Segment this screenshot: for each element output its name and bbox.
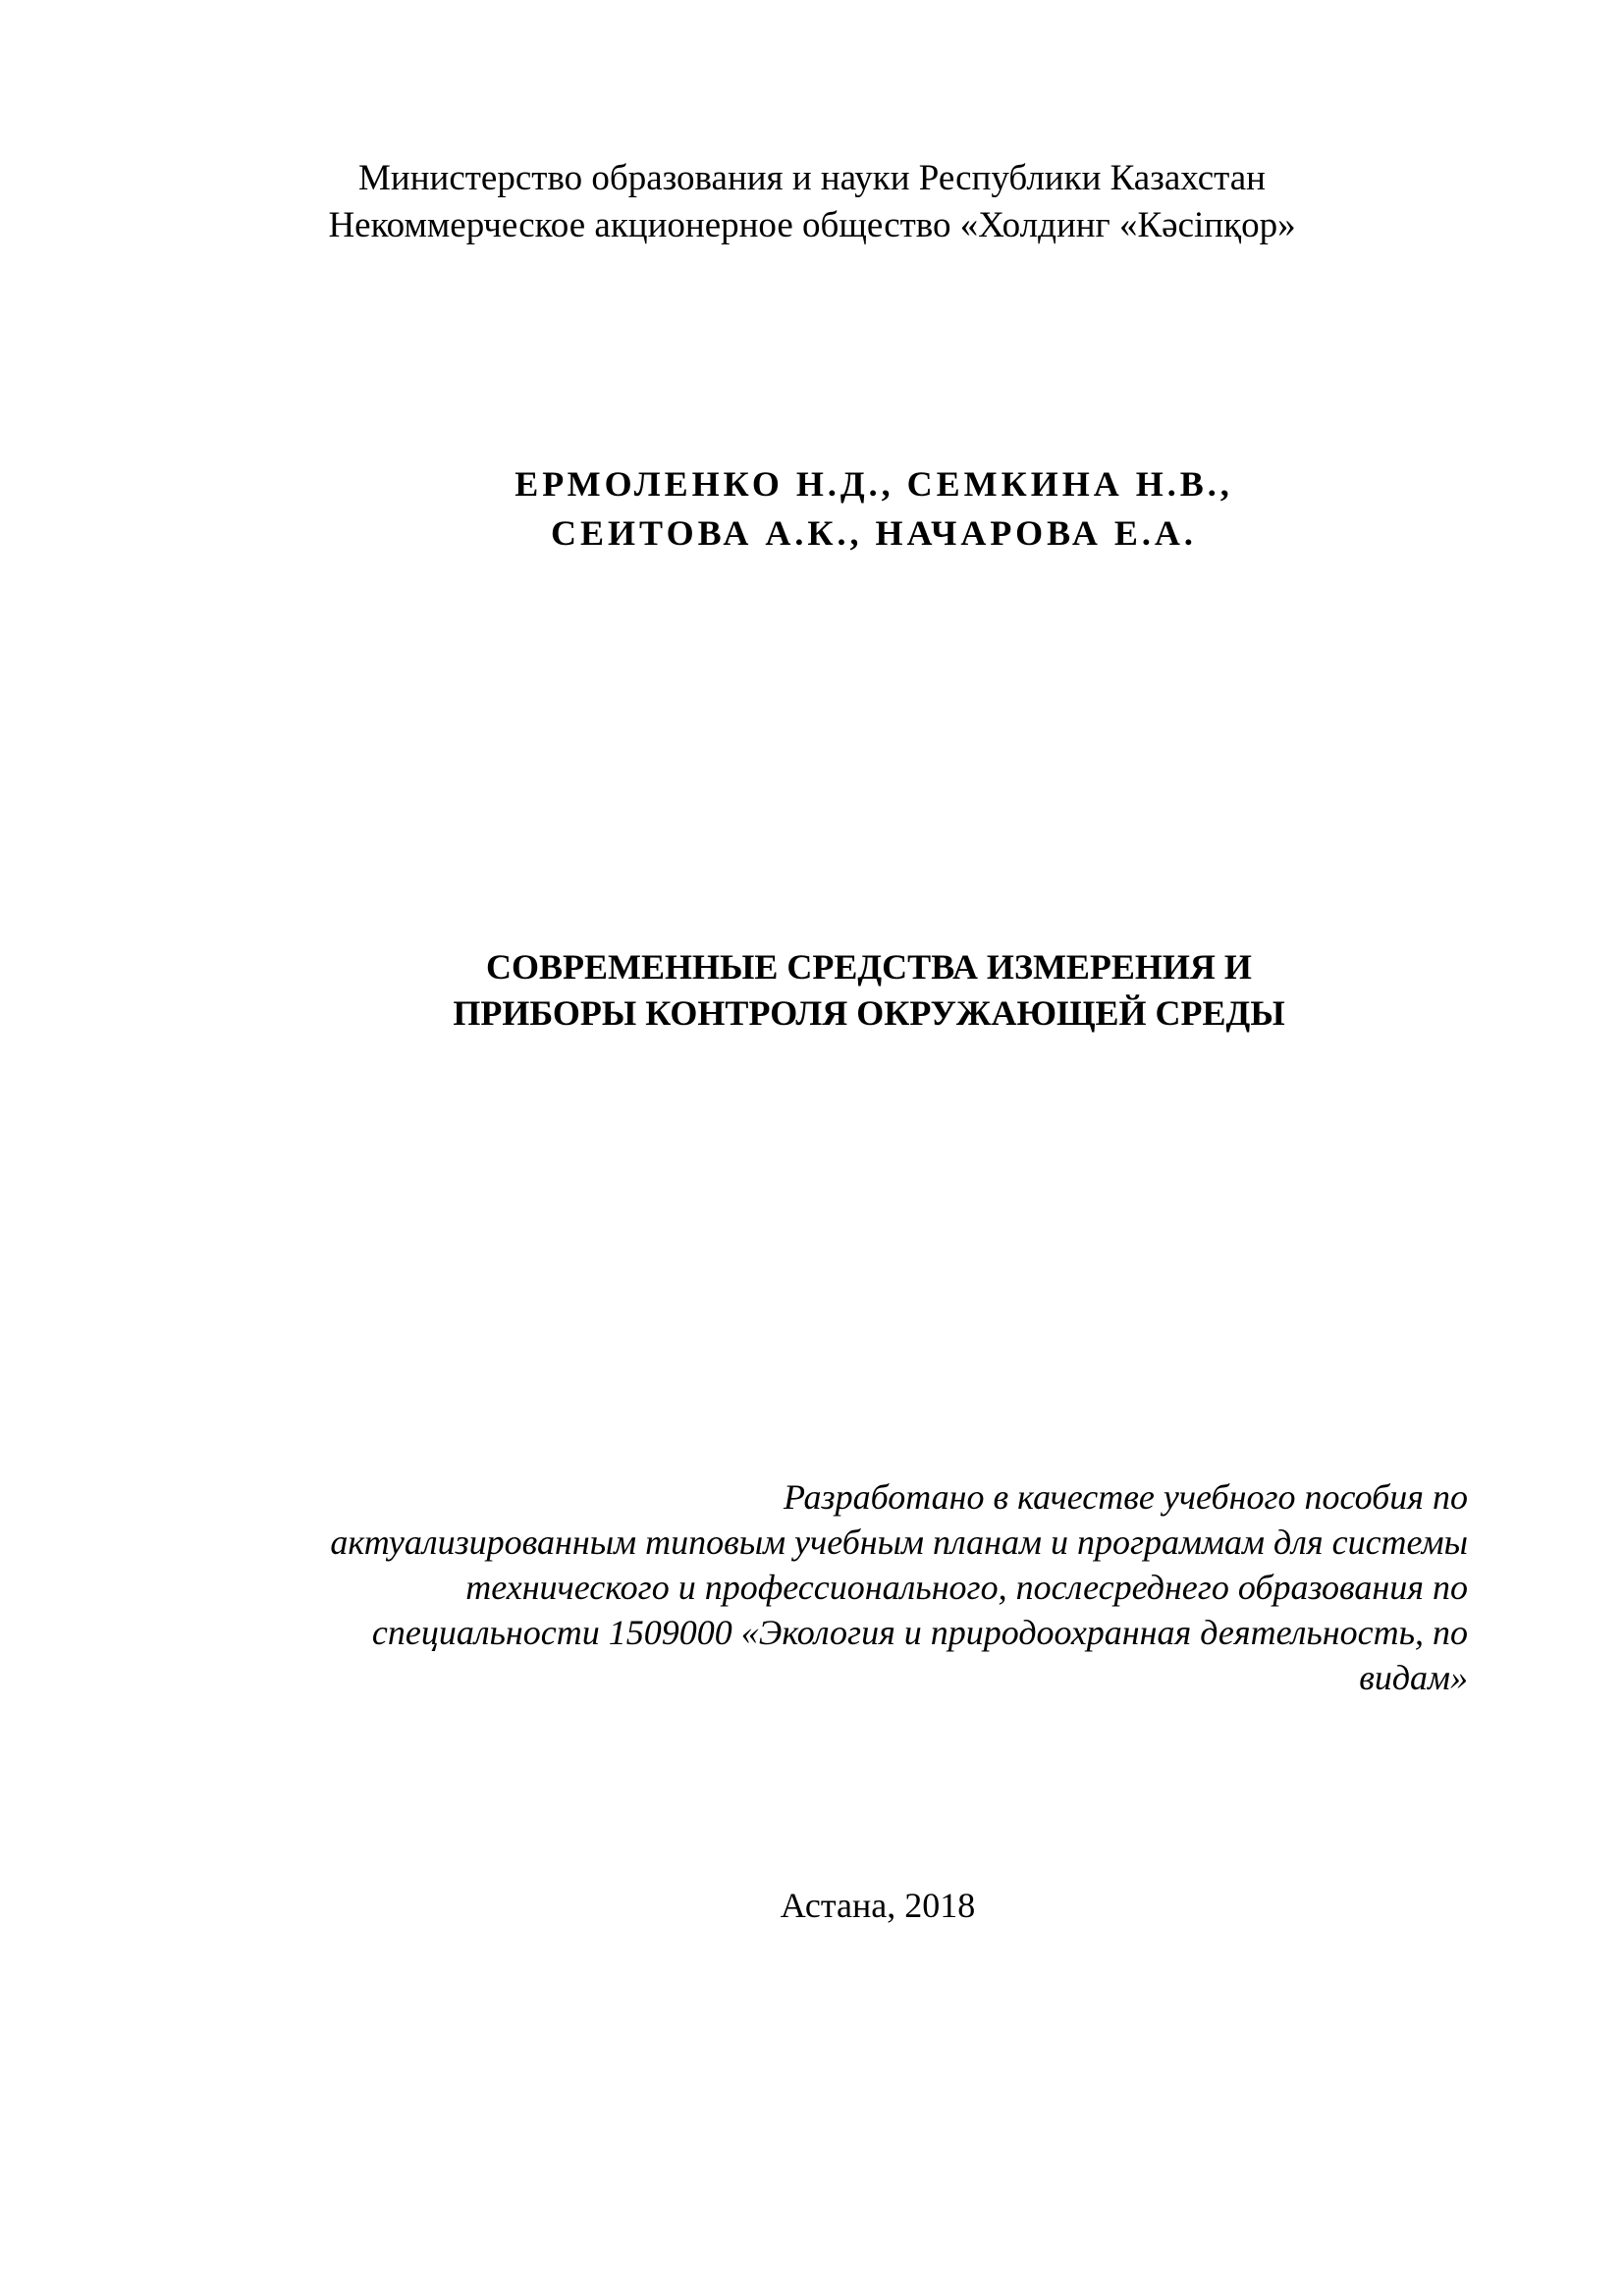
annotation-line-2: актуализированным типовым учебным планам и программам для системы [330,1522,1468,1562]
publisher-header [0,155,1624,249]
document-title [324,944,1414,1037]
annotation-line-1: Разработано в качестве учебного пособия по [783,1477,1468,1517]
title-line-2: ПРИБОРЫ КОНТРОЛЯ ОКРУЖАЮЩЕЙ СРЕДЫ [453,993,1285,1033]
title-line-1: СОВРЕМЕННЫЕ СРЕДСТВА ИЗМЕРЕНИЯ И [486,947,1252,987]
place-and-year: Астана, 2018 [780,1886,976,1925]
purpose-annotation [196,1474,1468,1700]
authors-line-2: СЕИТОВА А.К., НАЧАРОВА Е.А. [551,513,1197,553]
annotation-line-5: видам» [1359,1658,1468,1697]
annotation-line-4: специальности 1509000 «Экология и природоохранная деятельность, по [371,1613,1468,1652]
organization-line: Некоммерческое акционерное общество «Холдинг «Кәсіпқор» [328,205,1296,245]
annotation-line-3: технического и профессионального, послесреднего образования по [465,1568,1468,1607]
ministry-line: Министерство образования и науки Республики Казахстан [358,158,1266,198]
authors-block [373,459,1375,558]
authors-line-1: ЕРМОЛЕНКО Н.Д., СЕМКИНА Н.В., [514,464,1233,504]
